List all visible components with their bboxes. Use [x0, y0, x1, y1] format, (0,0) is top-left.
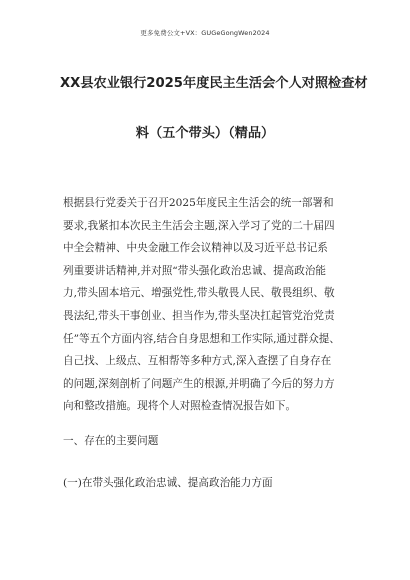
intro-paragraph [63, 192, 353, 418]
document-title-line-1: XX县农业银行2025年度民主生活会个人对照检查材 [60, 76, 368, 91]
subsection-heading: (一)在带头强化政治忠诚、提高政治能力方面 [63, 477, 273, 489]
paragraph-line: 的问题,深刻剖析了问题产生的根源,并明确了今后的努力方 [63, 377, 335, 390]
paragraph-line: 列重要讲话精神,并对照“带头强化政治忠诚、提高政治能 [63, 264, 327, 277]
paragraph-line: 力,带头固本培元、增强党性,带头敬畏人民、敬畏组织、敬 [63, 287, 335, 300]
paragraph-line: 中全会精神、中央金融工作会议精神以及习近平总书记系 [63, 242, 328, 255]
document-title-line-2: 料（五个带头）（精品） [135, 126, 275, 141]
paragraph-line: 要求,我紧扣本次民主生活会主题,深入学习了党的二十届四 [63, 219, 335, 232]
paragraph-line: 向和整改措施。现将个人对照检查情况报告如下。 [63, 400, 297, 413]
paragraph-line: 畏法纪,带头干事创业、担当作为,带头坚决扛起管党治党责 [63, 309, 335, 322]
section-heading: 一、存在的主要问题 [63, 435, 159, 447]
paragraph-line: 自己找、上级点、互相帮等多种方式,深入查摆了自身存在 [63, 355, 332, 368]
header-note: 更多免费公文+VX：GUGeGongWen2024 [140, 29, 270, 37]
paragraph-line: 任”等五个方面内容,结合自身思想和工作实际,通过群众提、 [63, 332, 340, 345]
paragraph-line: 根据县行党委关于召开2025年度民主生活会的统一部署和 [63, 197, 334, 209]
